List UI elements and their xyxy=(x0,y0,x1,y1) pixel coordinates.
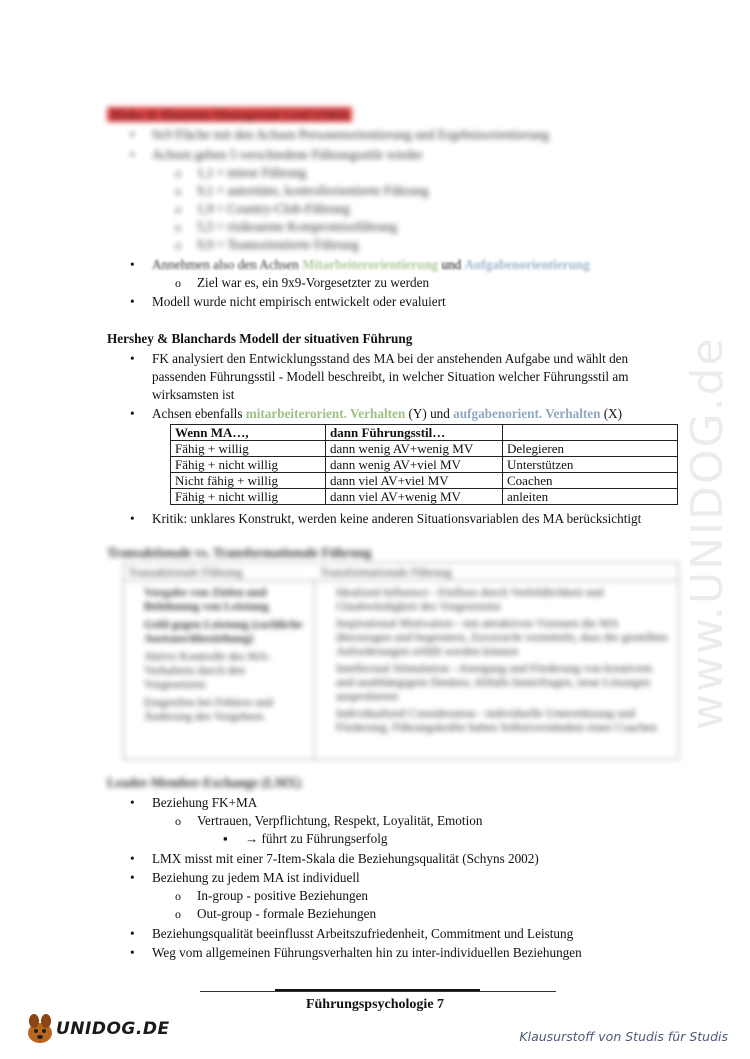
footer-tagline: Klausurstoff von Studis für Studis xyxy=(519,1029,728,1044)
footer-rule-thick xyxy=(275,989,480,991)
section2-bullet-3: • Kritik: unklares Konstrukt, werden keine anderen Situationsvariablen des MA berücksichtigt xyxy=(152,510,641,528)
table-row xyxy=(171,473,678,489)
section1-heading: Blake & Moutons Managerial Grid (1964) xyxy=(107,106,352,124)
list-item: Geld gegen Leistung (sachliche Austauschbeziehung) xyxy=(144,617,303,645)
section1-bullet-4: • Modell wurde nicht empirisch entwickelt oder evaluiert xyxy=(152,293,446,311)
section4-bullet-1: • Beziehung FK+MA xyxy=(152,794,257,812)
section4-bullet-3-sub-1: o In-group - positive Beziehungen xyxy=(197,887,368,905)
list-item: Aktive Kontrolle des MA-Verhaltens durch den Vorgesetzten xyxy=(144,649,271,691)
section2-bullet-1-line-1: • FK analysiert den Entwicklungsstand des MA bei der anstehenden Aufgabe und wählt den xyxy=(152,350,628,368)
tf-col2-header: Transformationale Führung xyxy=(320,565,452,579)
section4-bullet-3-sub-2: o Out-group - formale Beziehungen xyxy=(197,905,376,923)
section3-heading: Transaktionale vs. Transformationale Führung xyxy=(107,545,372,560)
section1-bullet-3: • Annehmen also den Achsen Mitarbeiterorientierung und Aufgabenorientierung xyxy=(152,256,590,274)
table-cell: dann viel AV+wenig MV xyxy=(326,489,503,505)
table-header-cell: dann Führungsstil… xyxy=(326,425,503,441)
section4-bullet-4: • Beziehungsqualität beeinflusst Arbeitszufriedenheit, Commitment und Leistung xyxy=(152,925,573,943)
watermark: www.UNIDOG.de xyxy=(682,336,733,730)
table-header-cell xyxy=(503,425,678,441)
footer-rule xyxy=(200,991,556,992)
table-cell: Coachen xyxy=(503,473,678,489)
list-item: Vorgabe von Zielen und Belohnung von Leistung xyxy=(144,585,269,613)
table-cell: dann wenig AV+wenig MV xyxy=(326,441,503,457)
list-item: Individualized Consideration - individuelle Unterstützung und Förderung; Führungskräfte haben Selbstverständnis eines Coachen xyxy=(336,706,657,734)
table-cell: anleiten xyxy=(503,489,678,505)
table-cell: Fähig + willig xyxy=(171,441,326,457)
section1-subitem-1: o 1,1 = miese Führung xyxy=(197,164,306,182)
table-cell: Nicht fähig + willig xyxy=(171,473,326,489)
list-item: Intellectual Stimulation - Anregung und Förderung von kreativem und unabhängigem Denken; Altfalls hinterfragen, neue Lösungen ausprobieren xyxy=(336,661,653,703)
table-cell: Fähig + nicht willig xyxy=(171,489,326,505)
table-header-row xyxy=(171,425,678,441)
tf-col1-header: Transaktionale Führung xyxy=(128,565,243,579)
section1-bullet-2: • Achsen geben 5 verschiedene Führungsstile wieder xyxy=(152,146,423,164)
section4-bullet-5: • Weg vom allgemeinen Führungsverhalten hin zu inter-individuellen Beziehungen xyxy=(152,944,582,962)
logo-text: UNIDOG.DE xyxy=(56,1019,170,1039)
table-cell: dann wenig AV+viel MV xyxy=(326,457,503,473)
unidog-logo[interactable] xyxy=(22,1011,170,1047)
section2-bullet-1-line-2: passenden Führungsstil - Modell beschreibt, in welcher Situation welcher Führungsstil am xyxy=(152,369,629,384)
list-item: Idealized Influence - Einfluss durch Vorbildlichkeit und Glaubwürdigkeit des Vorgesetzten xyxy=(336,585,604,613)
table-cell: Unterstützen xyxy=(503,457,678,473)
list-item: Eingreifen bei Fehlern und Änderung des Vorgehens xyxy=(144,695,273,723)
section1-subitem-2: o 9,1 = autoritäre, kontrollorientierte Führung xyxy=(197,182,429,200)
section2-bullet-2: • Achsen ebenfalls mitarbeiterorient. Verhalten (Y) und aufgabenorient. Verhalten (X) xyxy=(152,405,622,423)
table-header-cell: Wenn MA…, xyxy=(171,425,326,441)
table-cell: Fähig + nicht willig xyxy=(171,457,326,473)
tf-col2-list xyxy=(336,585,672,734)
section4-bullet-1-sub: o Vertrauen, Verpflichtung, Respekt, Loyalität, Emotion xyxy=(197,812,482,830)
tf-col1-list xyxy=(144,585,308,723)
section4-bullet-1-subsub: ▪ → führt zu Führungserfolg xyxy=(245,830,387,848)
section1-subitem-3: o 1,9 = Country-Club-Führung xyxy=(197,200,350,218)
table-row xyxy=(171,489,678,505)
table-row xyxy=(171,457,678,473)
dog-icon xyxy=(22,1011,58,1047)
section1-subitem-5: o 9,9 = Teamorientierte Führung xyxy=(197,236,359,254)
section1-bullet3-sub: o Ziel war es, ein 9x9-Vorgesetzter zu werden xyxy=(197,274,429,292)
section4-bullet-2: • LMX misst mit einer 7-Item-Skala die Beziehungsqualität (Schyns 2002) xyxy=(152,850,539,868)
table-cell: Delegieren xyxy=(503,441,678,457)
section2-heading: Hershey & Blanchards Modell der situativen Führung xyxy=(107,331,413,346)
table-cell: dann viel AV+viel MV xyxy=(326,473,503,489)
table-row xyxy=(171,441,678,457)
situational-leadership-table xyxy=(170,424,678,505)
section1-bullet-1: • 9x9 Fläche mit den Achsen Personenorientierung und Ergebnisorientierung xyxy=(152,126,549,144)
section4-heading: Leader-Member-Exchange (LMX) xyxy=(107,775,302,790)
section4-bullet-3: • Beziehung zu jedem MA ist individuell xyxy=(152,869,360,887)
page-title: Führungspsychologie 7 xyxy=(305,997,445,1012)
transformational-table xyxy=(123,562,679,760)
list-item: Inspirational Motivation - mit attraktiven Visionen die MA überzeugen und begeistern, Zuversicht vermitteln, dass die gestellten Anforderungen erfüllt werden können xyxy=(336,616,668,658)
section1-subitem-4: o 5,5 = risikoarme Kompromissführung xyxy=(197,218,397,236)
section2-bullet-1-line-3: wirksamsten ist xyxy=(152,387,235,402)
